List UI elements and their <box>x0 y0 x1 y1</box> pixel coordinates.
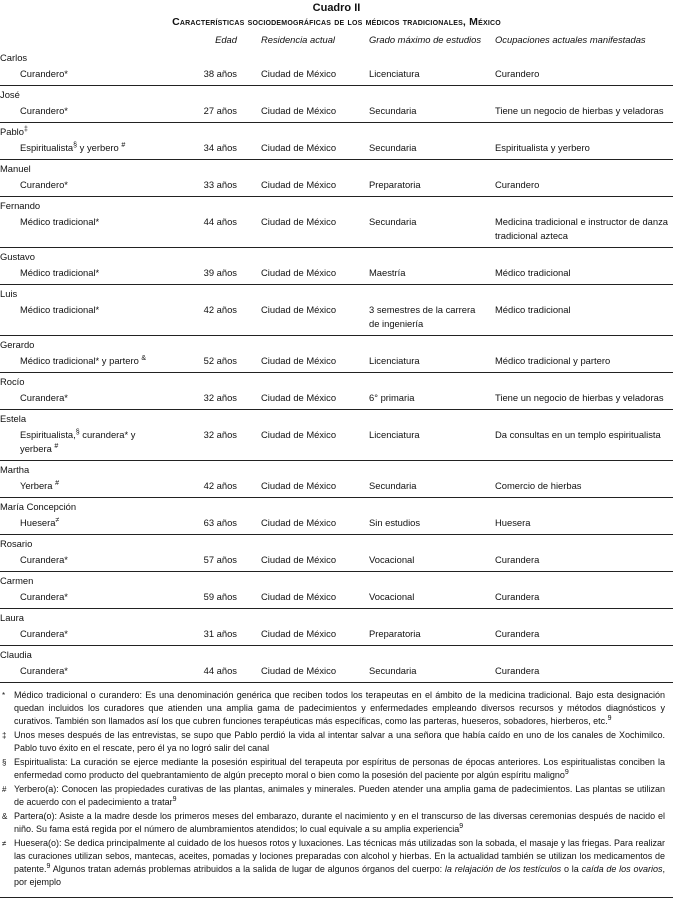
col-header-name <box>0 29 165 49</box>
footnote-mark: ‡ <box>23 126 28 133</box>
role-cell <box>0 138 165 160</box>
table-row <box>0 624 673 646</box>
role-text: Curandera* <box>20 665 68 676</box>
footnote-mark: # <box>55 480 60 487</box>
footnote-text-part: Partera(o): Asiste a la madre desde los primeros meses del embarazo, durante el nacimiento y en el transcurso de las diversas ceremonias después de nacido el niño. Su fama está regida por el número de alumbramientos atendidos; lo cual equivale a su amplia experiencia <box>14 811 665 834</box>
occupation-cell: Huesera <box>487 513 673 535</box>
person-name-row <box>0 86 673 102</box>
table-row <box>0 388 673 410</box>
person-name-text: Gerardo <box>0 339 35 350</box>
role-cell <box>0 101 165 123</box>
footnote-text <box>14 756 665 782</box>
role-text: Curandero* <box>20 68 68 79</box>
occupation-cell: Curandera <box>487 587 673 609</box>
age-cell: 44 años <box>165 661 247 683</box>
role-text: Curandera* <box>20 392 68 403</box>
education-cell: Vocacional <box>359 550 487 572</box>
education-cell: Preparatoria <box>359 175 487 197</box>
residence-cell: Ciudad de México <box>247 175 359 197</box>
table-row <box>0 587 673 609</box>
footnote-marker: & <box>2 812 8 821</box>
role-text: Médico tradicional* <box>20 267 100 278</box>
footnote <box>2 837 665 889</box>
person-name-row <box>0 248 673 264</box>
person-name-text: Gustavo <box>0 251 35 262</box>
footnote-marker: ≠ <box>2 839 7 848</box>
education-cell: Licenciatura <box>359 425 487 461</box>
person-name <box>0 461 673 477</box>
person-name-row <box>0 572 673 588</box>
person-name-text: Rosario <box>0 538 33 549</box>
table-row <box>0 550 673 572</box>
occupation-cell: Curandera <box>487 624 673 646</box>
role-cell <box>0 351 165 373</box>
occupation-cell: Da consultas en un templo espiritualista <box>487 425 673 461</box>
person-name-row <box>0 461 673 477</box>
age-cell: 44 años <box>165 212 247 248</box>
occupation-cell: Médico tradicional <box>487 263 673 285</box>
role-text: Curandero* <box>20 105 68 116</box>
col-header-ocupaciones: Ocupaciones actuales manifestadas <box>495 33 646 45</box>
footnote-text-part: , por ejemplo <box>14 864 666 887</box>
age-cell: 27 años <box>165 101 247 123</box>
footnote <box>2 810 665 836</box>
occupation-cell: Espiritualista y yerbero <box>487 138 673 160</box>
residence-cell: Ciudad de México <box>247 661 359 683</box>
table-row <box>0 101 673 123</box>
age-cell: 34 años <box>165 138 247 160</box>
occupation-cell: Medicina tradicional e instructor de danza tradicional azteca <box>487 212 673 248</box>
age-cell: 32 años <box>165 388 247 410</box>
role-text: Médico tradicional* <box>20 216 100 227</box>
table-row <box>0 351 673 373</box>
person-name <box>0 160 673 176</box>
education-cell: Vocacional <box>359 587 487 609</box>
occupation-cell: Médico tradicional <box>487 300 673 336</box>
occupation-cell: Curandera <box>487 550 673 572</box>
table-row <box>0 263 673 285</box>
footnote-mark: § <box>75 429 80 436</box>
footnote-mark: ≠ <box>55 517 60 524</box>
footnote-text <box>14 783 665 809</box>
person-name <box>0 498 673 514</box>
header-row <box>0 29 673 49</box>
person-name-row <box>0 160 673 176</box>
footnote-text <box>14 689 665 728</box>
person-name-text: Carlos <box>0 52 28 63</box>
person-name <box>0 572 673 588</box>
role-text: y yerbero <box>77 142 122 153</box>
occupation-cell: Comercio de hierbas <box>487 476 673 498</box>
footnote <box>2 729 665 755</box>
footnote-text-part: Médico tradicional o curandero: Es una denominación genérica que reciben todos los terapeutas en el ámbito de la medicina tradicional. Bajo esta designación quedan incluidos los curadores que atienden una amplia gama de padecimientos y enfermedades empleando diversos recursos y métodos diagnósticos y curativos. También son llamados así los que cubren funciones terapéuticas más específicas, como las parteras, hueseros, sobadores, hierberos, etc. <box>14 690 665 726</box>
footnote-mark: & <box>141 355 147 362</box>
occupation-cell: Curandero <box>487 175 673 197</box>
table-number: Cuadro II <box>312 2 361 14</box>
person-name-row <box>0 609 673 625</box>
table-row <box>0 661 673 683</box>
person-name-row <box>0 646 673 662</box>
occupation-cell: Curandera <box>487 661 673 683</box>
role-cell <box>0 212 165 248</box>
person-name-text: Rocío <box>0 376 25 387</box>
role-text: Espiritualista, <box>20 429 76 440</box>
education-cell: Secundaria <box>359 138 487 160</box>
person-name-text: Fernando <box>0 200 41 211</box>
education-cell: Preparatoria <box>359 624 487 646</box>
person-name-text: Manuel <box>0 163 31 174</box>
role-text: Curandero* <box>20 179 68 190</box>
age-cell: 57 años <box>165 550 247 572</box>
footnote-text <box>14 810 665 836</box>
table-row <box>0 138 673 160</box>
residence-cell: Ciudad de México <box>247 263 359 285</box>
footnote-text <box>14 837 665 889</box>
role-cell <box>0 550 165 572</box>
role-text: Curandera* <box>20 591 68 602</box>
residence-cell: Ciudad de México <box>247 64 359 86</box>
person-name <box>0 197 673 213</box>
person-name <box>0 410 673 426</box>
person-name <box>0 86 673 102</box>
person-name <box>0 336 673 352</box>
data-table <box>0 29 673 683</box>
role-cell <box>0 587 165 609</box>
education-cell: 6° primaria <box>359 388 487 410</box>
age-cell: 63 años <box>165 513 247 535</box>
age-cell: 31 años <box>165 624 247 646</box>
table-row <box>0 300 673 336</box>
person-name-text: José <box>0 89 20 100</box>
age-cell: 32 años <box>165 425 247 461</box>
role-text: Médico tradicional* <box>20 304 100 315</box>
age-cell: 42 años <box>165 476 247 498</box>
residence-cell: Ciudad de México <box>247 587 359 609</box>
table-row <box>0 175 673 197</box>
footnote-mark: # <box>121 142 126 149</box>
col-header-residencia: Residencia actual <box>261 33 336 45</box>
residence-cell: Ciudad de México <box>247 300 359 336</box>
education-cell: 3 semestres de la carrera de ingeniería <box>359 300 487 336</box>
occupation-cell: Curandero <box>487 64 673 86</box>
footnote-text-part: Espiritualista: La curación se ejerce mediante la posesión espiritual del terapeuta por espíritus de personas de épocas anteriores. Los espiritualistas conciben la enfermedad como producto del quebrantamiento de algún precepto moral o bien como la posesión del paciente por algún espíritu maligno <box>14 757 665 780</box>
footnote-text-part: o la <box>561 864 582 874</box>
role-text: Huesera <box>20 517 56 528</box>
person-name-row <box>0 373 673 389</box>
person-name <box>0 646 673 662</box>
residence-cell: Ciudad de México <box>247 101 359 123</box>
person-name-text: Carmen <box>0 575 34 586</box>
footnote <box>2 783 665 809</box>
footnote-marker: # <box>2 785 7 794</box>
table-row <box>0 425 673 461</box>
age-cell: 42 años <box>165 300 247 336</box>
role-text: Yerbera <box>20 480 56 491</box>
footnote-marker: ‡ <box>2 731 7 740</box>
person-name-row <box>0 336 673 352</box>
reference-number: 9 <box>172 796 177 803</box>
role-cell <box>0 263 165 285</box>
residence-cell: Ciudad de México <box>247 476 359 498</box>
footnote-text-part: Algunos tratan además problemas atribuidos a la salida de lugar de algunos órganos del cuerpo: <box>50 864 445 874</box>
occupation-cell: Médico tradicional y partero <box>487 351 673 373</box>
education-cell: Secundaria <box>359 101 487 123</box>
person-name-text: Laura <box>0 612 24 623</box>
footnote-mark: § <box>73 142 78 149</box>
person-name-text: Martha <box>0 464 30 475</box>
person-name-row <box>0 498 673 514</box>
footnote <box>2 756 665 782</box>
footnotes <box>0 683 673 889</box>
age-cell: 39 años <box>165 263 247 285</box>
person-name-row <box>0 285 673 301</box>
table-body <box>0 49 673 683</box>
footnote-marker: * <box>2 691 6 700</box>
role-cell <box>0 388 165 410</box>
age-cell: 59 años <box>165 587 247 609</box>
residence-cell: Ciudad de México <box>247 351 359 373</box>
reference-number: 9 <box>564 769 569 776</box>
residence-cell: Ciudad de México <box>247 513 359 535</box>
footnote-mark: # <box>54 443 59 450</box>
education-cell: Maestría <box>359 263 487 285</box>
role-text: Médico tradicional* y partero <box>20 355 142 366</box>
bottom-rule <box>0 897 673 898</box>
role-text: Curandera* <box>20 554 68 565</box>
table-row <box>0 513 673 535</box>
footnote-text-part: caída de los ovarios <box>581 864 663 874</box>
role-cell <box>0 425 165 461</box>
role-cell <box>0 513 165 535</box>
footnote-text-part: Huesera(o): Se dedica principalmente al cuidado de los huesos rotos y luxaciones. Las técnicas más utilizadas son la sobada, el masaje y las friegas. Para realizar las curaciones utilizan sebos, mantecas, aceites, pomadas y lociones preparadas con alcohol y hierbas. En la actualidad también se utilizan los medicamentos de patente. <box>14 838 665 874</box>
occupation-cell: Tiene un negocio de hierbas y veladoras <box>487 101 673 123</box>
person-name-text: Luis <box>0 288 18 299</box>
age-cell: 38 años <box>165 64 247 86</box>
role-text: curandera* y yerbera <box>20 429 136 454</box>
person-name <box>0 285 673 301</box>
role-cell <box>0 64 165 86</box>
person-name <box>0 373 673 389</box>
person-name-row <box>0 535 673 551</box>
person-name-text: Claudia <box>0 649 32 660</box>
table-row <box>0 212 673 248</box>
footnote-text-part: Yerbero(a): Conocen las propiedades curativas de las plantas, animales y minerales. Pueden atender una amplia gama de padecimientos. Las plantas se utilizan de acuerdo con el padecimiento a tratar <box>14 784 665 807</box>
role-cell <box>0 624 165 646</box>
residence-cell: Ciudad de México <box>247 624 359 646</box>
role-cell <box>0 175 165 197</box>
role-cell <box>0 300 165 336</box>
person-name-row <box>0 197 673 213</box>
person-name-row <box>0 123 673 139</box>
person-name-text: Estela <box>0 413 27 424</box>
reference-number: 9 <box>607 715 612 722</box>
person-name-text: María Concepción <box>0 501 77 512</box>
person-name <box>0 535 673 551</box>
role-text: Espiritualista <box>20 142 74 153</box>
education-cell: Licenciatura <box>359 64 487 86</box>
col-header-grado: Grado máximo de estudios <box>369 33 482 45</box>
residence-cell: Ciudad de México <box>247 138 359 160</box>
residence-cell: Ciudad de México <box>247 550 359 572</box>
education-cell: Sin estudios <box>359 513 487 535</box>
table-row <box>0 476 673 498</box>
role-cell <box>0 661 165 683</box>
residence-cell: Ciudad de México <box>247 425 359 461</box>
person-name <box>0 123 673 139</box>
role-cell <box>0 476 165 498</box>
education-cell: Secundaria <box>359 661 487 683</box>
person-name <box>0 49 673 64</box>
person-name <box>0 609 673 625</box>
education-cell: Secundaria <box>359 476 487 498</box>
person-name <box>0 248 673 264</box>
age-cell: 52 años <box>165 351 247 373</box>
role-text: Curandera* <box>20 628 68 639</box>
reference-number: 9 <box>459 823 464 830</box>
reference-number: 9 <box>46 863 51 870</box>
footnote-text-part: Unos meses después de las entrevistas, se supo que Pablo perdió la vida al intentar salvar a una señora que había caído en uno de los canales de Xochimilco. Pablo tuvo éxito en el rescate, pero él ya no logró salir del canal <box>14 730 665 753</box>
residence-cell: Ciudad de México <box>247 212 359 248</box>
table-title: Características sociodemográficas de los médicos tradicionales, México <box>172 16 501 28</box>
education-cell: Licenciatura <box>359 351 487 373</box>
footnote <box>2 689 665 728</box>
age-cell: 33 años <box>165 175 247 197</box>
person-name-row <box>0 410 673 426</box>
person-name-row <box>0 49 673 64</box>
footnote-marker: § <box>2 758 7 767</box>
footnote-text <box>14 729 665 755</box>
education-cell: Secundaria <box>359 212 487 248</box>
person-name-text: Pablo <box>0 126 24 137</box>
footnote-text-part: la relajación de los testículos <box>444 864 562 874</box>
table-row <box>0 64 673 86</box>
residence-cell: Ciudad de México <box>247 388 359 410</box>
col-header-edad: Edad <box>215 33 237 45</box>
occupation-cell: Tiene un negocio de hierbas y veladoras <box>487 388 673 410</box>
